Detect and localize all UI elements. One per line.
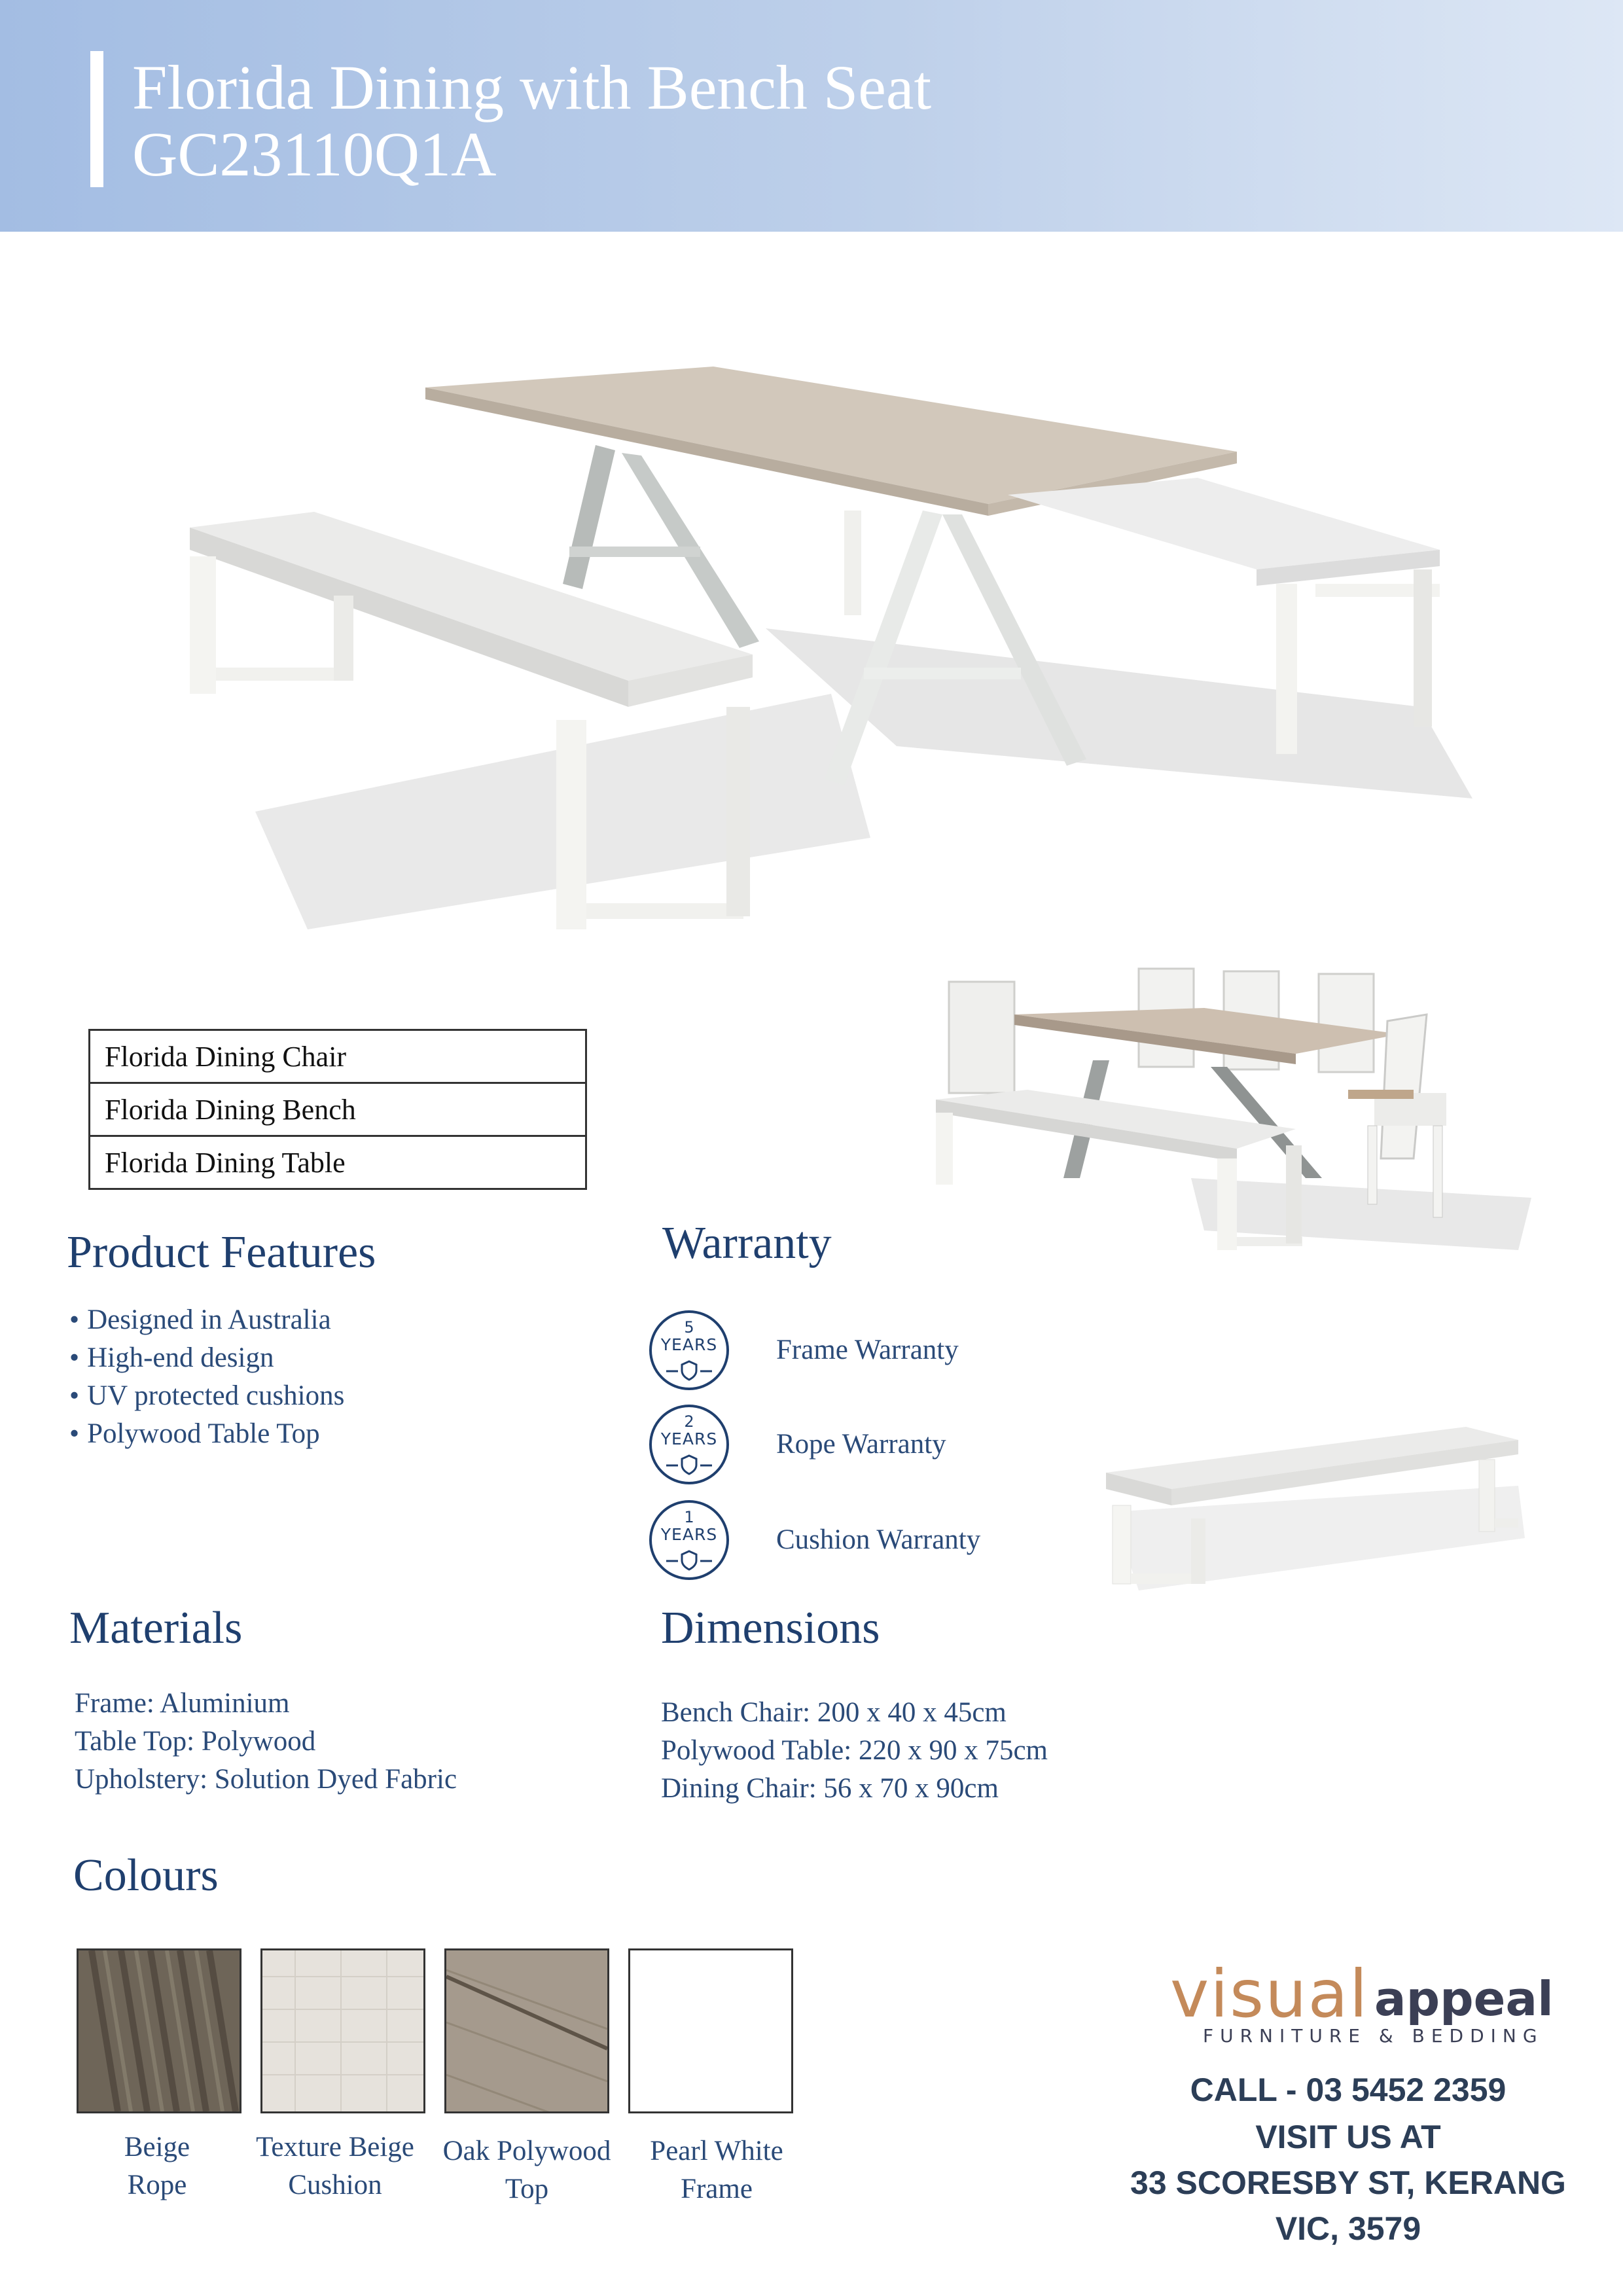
swatch-label-line: Beige [124,2132,190,2162]
header-accent-bar [90,51,103,187]
brand-logo-visual: visual [1170,1956,1369,2032]
swatch-label-line: Cushion [288,2170,382,2200]
contact-street: 33 SCORESBY ST, KERANG [1130,2164,1566,2201]
swatch-label-line: Texture Beige [256,2132,414,2162]
swatch-label [243,2128,427,2204]
warranty-years-word: YEARS [660,1335,718,1354]
brand-tagline: FURNITURE & BEDDING [1203,2025,1544,2047]
warranty-years-word: YEARS [660,1525,718,1544]
hero-dining-set-image [177,340,1472,942]
brand-logo-appeal: appeal [1374,1971,1554,2026]
swatch-label [435,2132,618,2208]
swatch-pearl-white-frame [628,1948,793,2113]
swatch-label-line: Frame [681,2174,753,2204]
features-heading: Product Features [67,1227,376,1278]
swatch-beige-rope [77,1948,241,2113]
warranty-years-word: YEARS [660,1429,718,1448]
swatch-label-line: Rope [127,2170,187,2200]
table-row [90,1136,586,1189]
warranty-years-number: 2 [684,1412,694,1431]
component-item: Florida Dining Table [90,1136,586,1189]
product-title: Florida Dining with Bench Seat [132,52,932,122]
dimensions-list [661,1694,1048,1808]
list-item: Dining Chair: 56 x 70 x 90cm [661,1773,999,1804]
list-item: • UV protected cushions [69,1377,344,1415]
component-table [88,1029,587,1190]
swatch-label-line: Oak Polywood [442,2136,611,2166]
list-item: Bench Chair: 200 x 40 x 45cm [661,1697,1007,1728]
component-item: Florida Dining Chair [90,1030,586,1083]
product-code: GC23110Q1A [132,119,497,189]
contact-phone: CALL - 03 5452 2359 [1190,2072,1507,2108]
list-item: • Designed in Australia [69,1301,344,1339]
bench-image [1099,1414,1525,1610]
warranty-years-number: 1 [684,1508,694,1526]
swatch-oak-polywood-top [444,1948,609,2113]
full-set-with-chairs-image [929,962,1544,1276]
warranty-years-number: 5 [684,1318,694,1336]
swatch-label-line: Pearl White [650,2136,783,2166]
header-banner [0,0,1623,232]
contact-visit: VISIT US AT [1255,2119,1441,2155]
swatch-texture-beige-cushion [260,1948,425,2113]
dimensions-heading: Dimensions [661,1603,880,1653]
colours-heading: Colours [73,1850,219,1901]
materials-heading: Materials [69,1603,243,1653]
warranty-label: Rope Warranty [776,1429,946,1460]
warranty-label: Cushion Warranty [776,1524,981,1555]
warranty-heading: Warranty [662,1218,832,1268]
swatch-label [625,2132,808,2208]
list-item: • Polywood Table Top [69,1415,344,1453]
swatch-label [65,2128,249,2204]
list-item: Upholstery: Solution Dyed Fabric [75,1764,457,1795]
list-item: Table Top: Polywood [75,1726,316,1757]
table-row [90,1030,586,1083]
list-item: • High-end design [69,1339,344,1377]
warranty-label: Frame Warranty [776,1335,959,1365]
list-item: Frame: Aluminium [75,1688,290,1719]
warranty-item-frame [648,1309,1106,1395]
component-item: Florida Dining Bench [90,1083,586,1136]
materials-list [75,1685,457,1799]
list-item: Polywood Table: 220 x 90 x 75cm [661,1735,1048,1766]
warranty-item-cushion [648,1499,1106,1585]
contact-state: VIC, 3579 [1275,2210,1421,2247]
warranty-item-rope [648,1403,1106,1490]
features-list [69,1301,344,1453]
table-row [90,1083,586,1136]
swatch-label-line: Top [505,2174,549,2204]
